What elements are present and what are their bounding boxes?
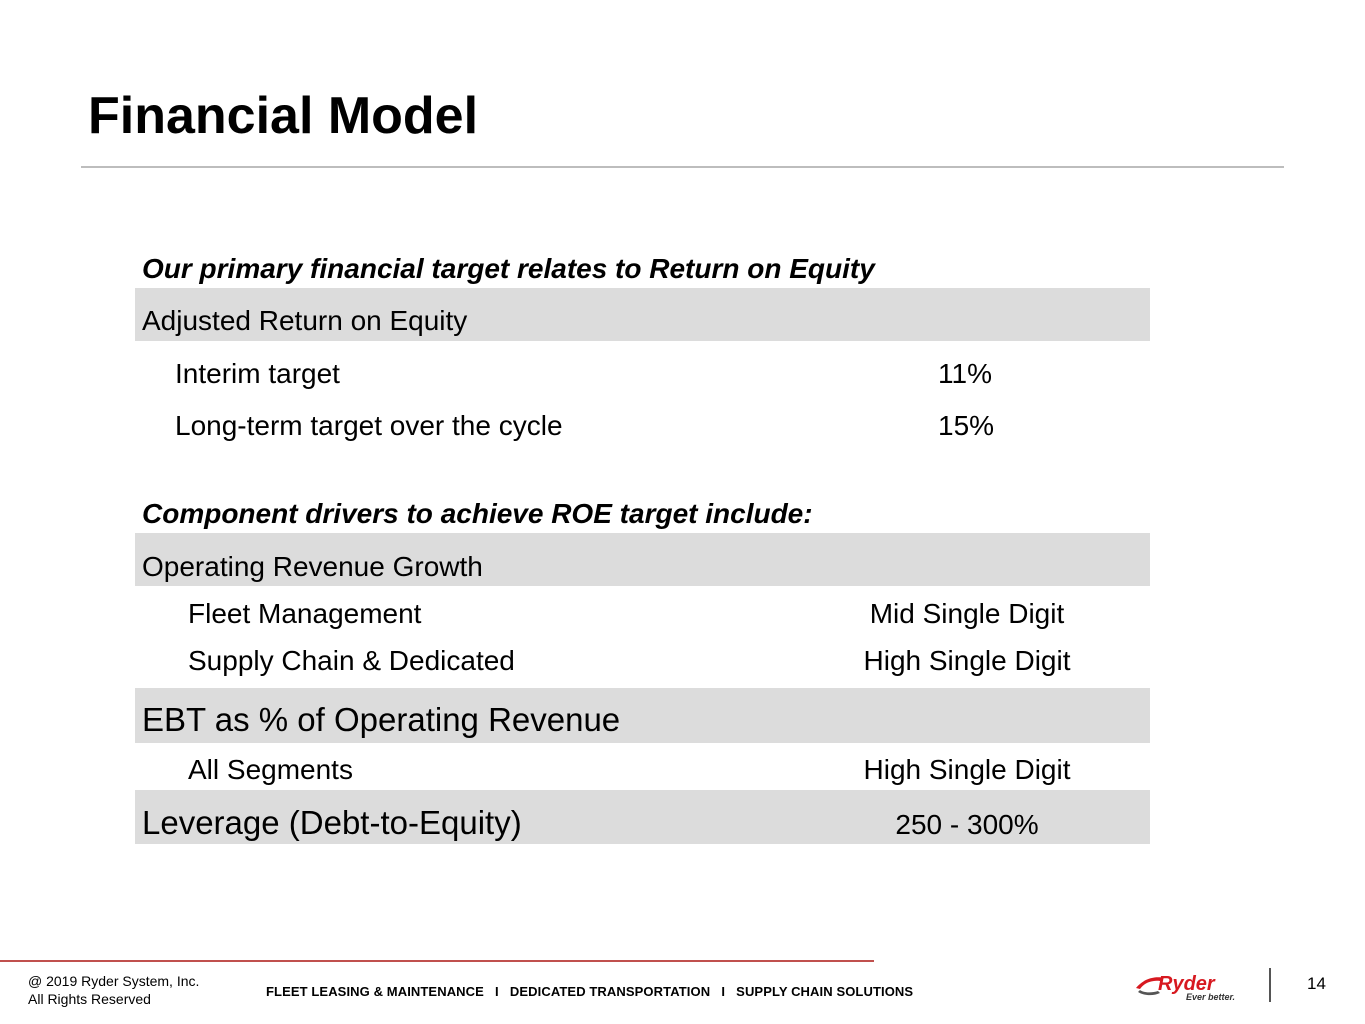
adjusted-roe-label: Adjusted Return on Equity — [142, 305, 468, 336]
copyright-line-1: @ 2019 Ryder System, Inc. — [28, 973, 200, 989]
slide-title: Financial Model — [88, 87, 479, 145]
copyright — [28, 972, 199, 1008]
title-divider — [81, 166, 1284, 168]
footer-tagline: FLEET LEASING & MAINTENANCE I DEDICATED TRANSPORTATION I SUPPLY CHAIN SOLUTIONS — [266, 984, 914, 999]
ebt-label: EBT as % of Operating Revenue — [142, 701, 621, 738]
long-term-target-label: Long-term target over the cycle — [175, 410, 563, 441]
fleet-management-label: Fleet Management — [188, 598, 422, 629]
supply-chain-label: Supply Chain & Dedicated — [188, 645, 515, 676]
drivers-section-heading: Component drivers to achieve ROE target include: — [142, 498, 813, 529]
long-term-target-value: 15% — [938, 410, 995, 441]
supply-chain-value: High Single Digit — [863, 645, 1071, 676]
interim-target-label: Interim target — [175, 358, 340, 389]
copyright-line-2: All Rights Reserved — [28, 991, 151, 1007]
ryder-logo — [1134, 970, 1244, 1002]
leverage-value: 250 - 300% — [895, 809, 1039, 840]
logo-divider — [1269, 968, 1271, 1002]
revenue-growth-label: Operating Revenue Growth — [142, 551, 483, 582]
footer-divider — [0, 960, 874, 962]
page-number: 14 — [1307, 974, 1326, 993]
interim-target-value: 11% — [938, 358, 992, 389]
leverage-label: Leverage (Debt-to-Equity) — [142, 804, 522, 841]
all-segments-value: High Single Digit — [863, 754, 1071, 785]
logo-wordmark: Ryder — [1158, 973, 1215, 995]
logo-slogan: Ever better. — [1186, 992, 1236, 1002]
roe-section-heading: Our primary financial target relates to Return on Equity — [142, 253, 875, 284]
all-segments-label: All Segments — [188, 754, 353, 785]
fleet-management-value: Mid Single Digit — [869, 598, 1065, 629]
